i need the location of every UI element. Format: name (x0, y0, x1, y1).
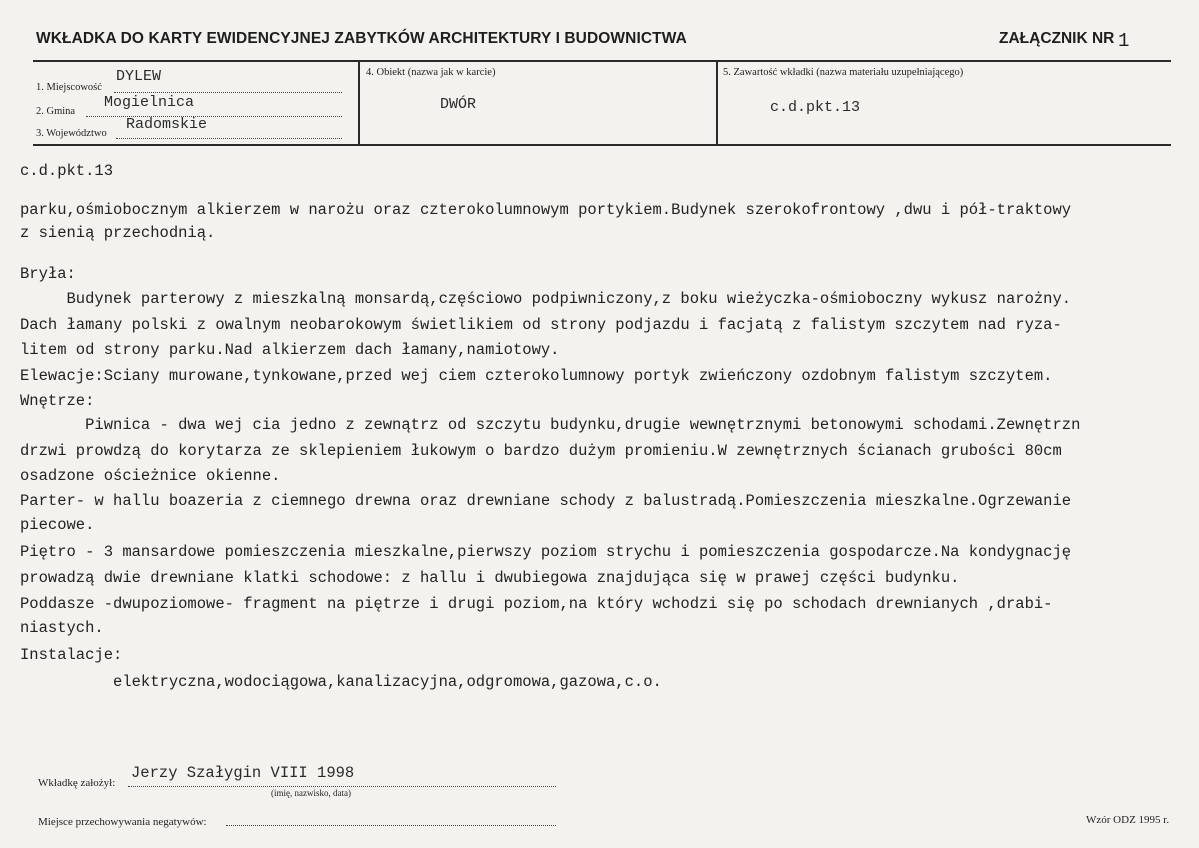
body-line: Piwnica - dwa wej cia jedno z zewnątrz od szczytu budynku,drugie wewnętrznymi betonowymi schodami.Zewnętrzn (20, 416, 1081, 434)
body-line: Elewacje:Sciany murowane,tynkowane,przed wej ciem czterokolumnowy portyk zwieńczony ozdobnym falistym szczytem. (20, 367, 1053, 385)
body-line: Wnętrze: (20, 392, 95, 410)
body-line: parku,ośmiobocznym alkierzem w narożu oraz czterokolumnowym portykiem.Budynek szerokofrontowy ,dwu i pół-traktowy (20, 201, 1072, 219)
table-top-rule (33, 60, 1171, 62)
body-line: Poddasze -dwupoziomowe- fragment na piętrze i drugi poziom,na który wchodzi się po schodach drewnianych ,drabi- (20, 595, 1053, 613)
body-line: Instalacje: (20, 646, 123, 664)
field-value-obiekt: DWÓR (440, 96, 477, 113)
body-line: piecowe. (20, 516, 95, 534)
author-hint: (imię, nazwisko, data) (271, 788, 351, 798)
field-label-zawartosc: 5. Zawartość wkładki (nazwa materiału uzupełniającego) (723, 67, 964, 78)
field-value-miejscowosc: DYLEW (116, 68, 162, 85)
body-line: osadzone ościeżnice okienne. (20, 467, 281, 485)
body-line: niastych. (20, 619, 104, 637)
author-label: Wkładkę założył: (38, 777, 116, 789)
field-label-obiekt: 4. Obiekt (nazwa jak w karcie) (366, 67, 496, 78)
field-value-wojewodztwo: Radomskie (126, 116, 208, 133)
body-line: elektryczna,wodociągowa,kanalizacyjna,odgromowa,gazowa,c.o. (20, 673, 662, 691)
body-line: Parter- w hallu boazeria z ciemnego drewna oraz drewniane schody z balustradą.Pomieszczenia mieszkalne.Ogrzewanie (20, 492, 1072, 510)
author-value: Jerzy Szałygin VIII 1998 (131, 764, 355, 782)
dotted-line (114, 90, 342, 93)
field-value-zawartosc: c.d.pkt.13 (770, 99, 861, 116)
body-line: drzwi prowdzą do korytarza ze sklepieniem łukowym o bardzo dużym promieniu.W zewnętrznych ścianach grubości 80cm (20, 442, 1062, 460)
body-line: litem od strony parku.Nad alkierzem dach łamany,namiotowy. (20, 341, 560, 359)
form-code: Wzór ODZ 1995 r. (1086, 814, 1170, 826)
storage-label: Miejsce przechowywania negatywów: (38, 816, 207, 828)
table-bottom-rule (33, 144, 1171, 146)
body-line: Piętro - 3 mansardowe pomieszczenia mieszkalne,pierwszy poziom strychu i pomieszczenia gospodarcze.Na kondygnację (20, 543, 1072, 561)
table-divider-2 (716, 61, 718, 145)
field-label-gmina: 2. Gmina (36, 106, 76, 117)
body-line: prowadzą dwie drewniane klatki schodowe: z hallu i dwubiegowa znajdująca się w prawej części budynku. (20, 569, 960, 587)
dotted-line (86, 114, 342, 117)
field-label-wojewodztwo: 3. Województwo (36, 128, 107, 139)
body-line: z sienią przechodnią. (20, 224, 216, 242)
document-title: WKŁADKA DO KARTY EWIDENCYJNEJ ZABYTKÓW ARCHITEKTURY I BUDOWNICTWA (36, 30, 687, 47)
dotted-line (128, 784, 556, 787)
dotted-line (116, 136, 342, 139)
body-line: Dach łamany polski z owalnym neobarokowym świetlikiem od strony podjazdu i facjatą z falistym szczytem nad ryza- (20, 316, 1062, 334)
field-value-gmina: Mogielnica (104, 94, 195, 111)
dotted-line (226, 823, 556, 826)
body-line: c.d.pkt.13 (20, 162, 114, 180)
body-line: Bryła: (20, 265, 76, 283)
annex-number: 1 (1118, 30, 1130, 52)
annex-label: ZAŁĄCZNIK NR (999, 30, 1115, 47)
body-line: Budynek parterowy z mieszkalną monsardą,częściowo podpiwniczony,z boku wieżyczka-ośmioboczny wykusz narożny. (20, 290, 1072, 308)
table-divider-1 (358, 61, 360, 145)
field-label-miejscowosc: 1. Miejscowość (36, 82, 102, 93)
